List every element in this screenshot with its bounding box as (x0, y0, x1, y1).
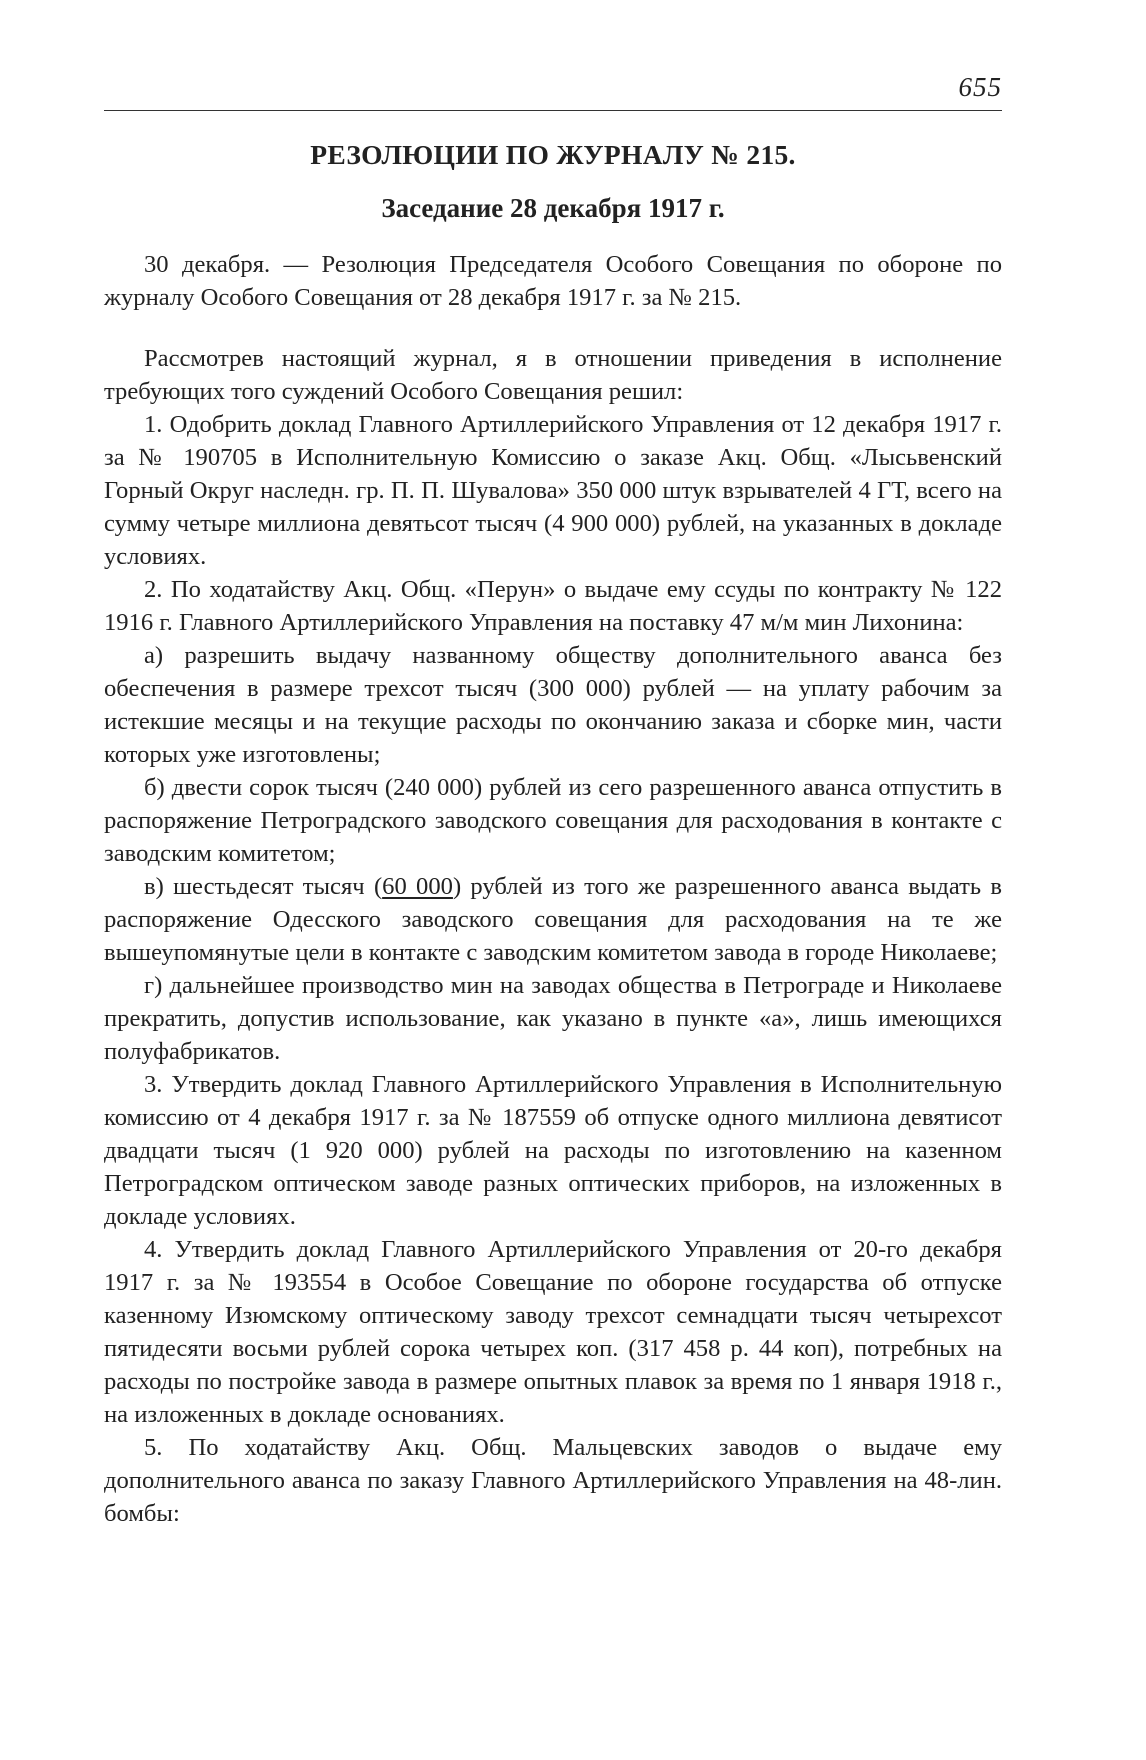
paragraph-item-2v (104, 870, 1002, 969)
paragraph-item-2a: а) разрешить выдачу названному обществу дополнительного аванса без обеспечения в размере трехсот тысяч (300 000) рублей — на уплату рабочим за истекшие месяцы и на текущие расходы по окончанию заказа и сборке мин, части которых уже изготовлены; (104, 642, 1002, 768)
paragraph-item-5: 5. По ходатайству Акц. Общ. Мальцевских заводов о выдаче ему дополнительного аванса по заказу Главного Артиллерийского Управления на 48-лин. бомбы: (104, 1434, 1002, 1527)
underlined-amount: 60 000 (382, 873, 453, 900)
paragraph-item-2v-end: ) рублей из того же разрешенного аванса выдать в распоряжение Одесского заводского совещания для расходования на те же вышеупомянутые цели в контакте с заводским комитетом завода в городе Николаеве; (104, 873, 1002, 966)
paragraph-item-2g: г) дальнейшее производство мин на заводах общества в Петрограде и Николаеве прекратить, допустив использование, как указано в пункте «а», лишь имеющихся полуфабрикатов. (104, 972, 1002, 1065)
document-page (104, 70, 1002, 1530)
running-header (104, 70, 1002, 111)
page-number: 655 (958, 72, 1002, 102)
intro-paragraph: 30 декабря. — Резолюция Председателя Особого Совещания по обороне по журналу Особого Совещания от 28 декабря 1917 г. за № 215. (104, 251, 1002, 311)
paragraph-item-2b: б) двести сорок тысяч (240 000) рублей из сего разрешенного аванса отпустить в распоряжение Петроградского заводского совещания для расходования в контакте с заводским комитетом; (104, 774, 1002, 867)
paragraph-item-3: 3. Утвердить доклад Главного Артиллерийского Управления в Исполнительную комиссию от 4 декабря 1917 г. за № 187559 об отпуске одного миллиона девятисот двадцати тысяч (1 920 000) рублей на расходы по изготовлению на казенном Петроградском оптическом заводе разных оптических приборов, на изложенных в докладе условиях. (104, 1071, 1002, 1230)
document-title: РЕЗОЛЮЦИИ ПО ЖУРНАЛУ № 215. (310, 139, 796, 170)
body-text (104, 248, 1002, 1530)
session-subtitle: Заседание 28 декабря 1917 г. (381, 193, 725, 223)
paragraph-item-4: 4. Утвердить доклад Главного Артиллерийского Управления от 20-го декабря 1917 г. за № 193554 в Особое Совещание по обороне государства об отпуске казенному Изюмскому оптическому заводу трехсот семнадцати тысяч четырехсот пятидесяти восьми рублей сорока четырех коп. (317 458 р. 44 коп), потребных на расходы по постройке завода в размере опытных плавок за время по 1 января 1918 г., на изложенных в докладе основаниях. (104, 1236, 1002, 1428)
paragraph-preamble: Рассмотрев настоящий журнал, я в отношении приведения в исполнение требующих того суждений Особого Совещания решил: (104, 345, 1002, 405)
paragraph-item-1: 1. Одобрить доклад Главного Артиллерийского Управления от 12 декабря 1917 г. за № 190705 в Исполнительную Комиссию о заказе Акц. Общ. «Лысьвенский Горный Округ наследн. гр. П. П. Шувалова» 350 000 штук взрывателей 4 ГТ, всего на сумму четыре миллиона девятьсот тысяч (4 900 000) рублей, на указанных в докладе условиях. (104, 411, 1002, 570)
paragraph-item-2: 2. По ходатайству Акц. Общ. «Перун» о выдаче ему ссуды по контракту № 122 1916 г. Главного Артиллерийского Управления на поставку 47 м/м мин Лихонина: (104, 576, 1002, 636)
paragraph-item-2v-start: в) шестьдесят тысяч ( (144, 873, 383, 900)
